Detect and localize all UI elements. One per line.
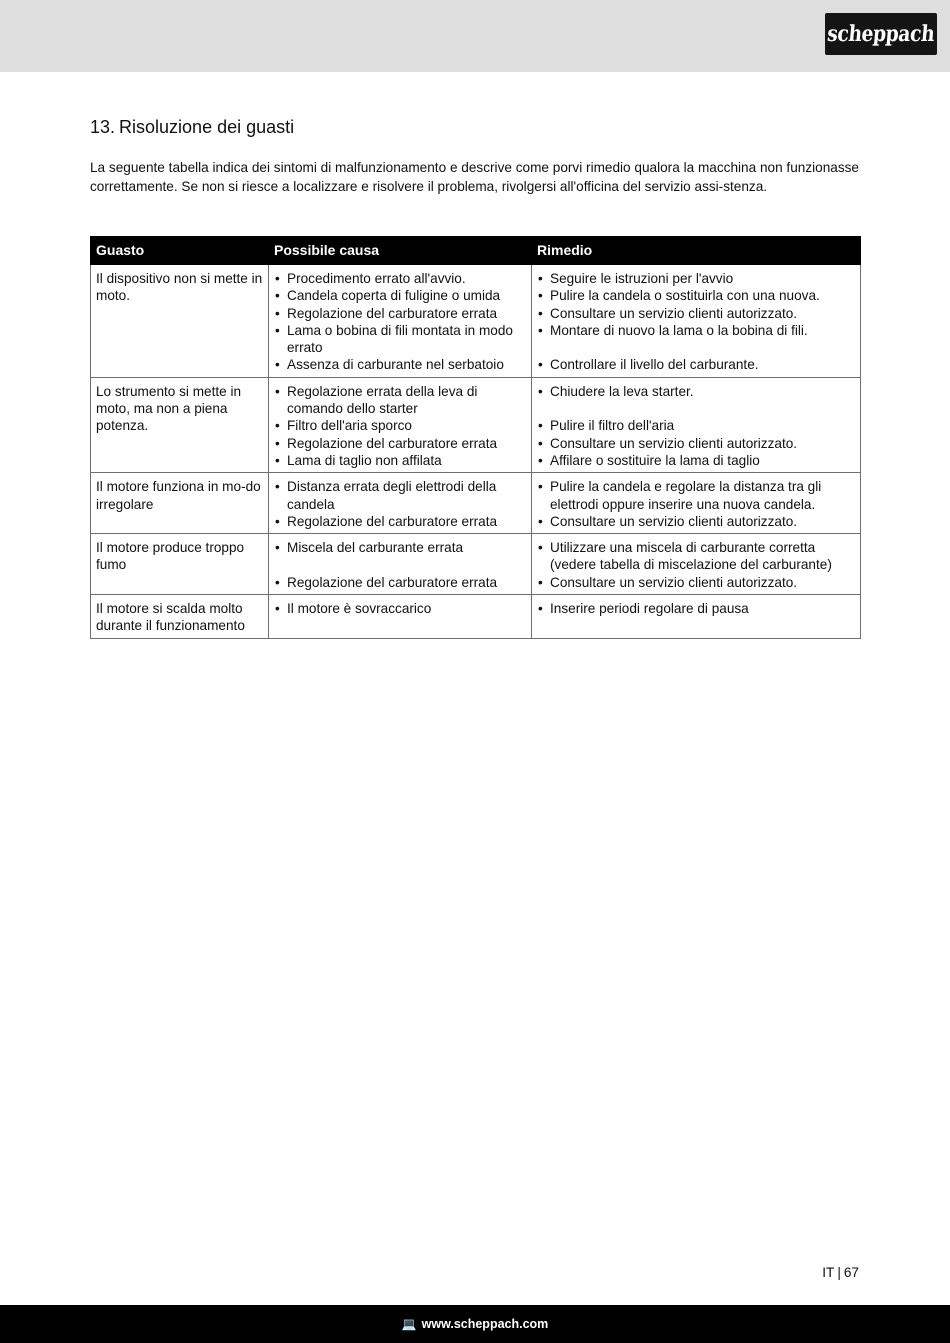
remedy-item: • Controllare il livello del carburante. xyxy=(537,356,855,373)
cause-item: • Regolazione errata della leva di comando dello starter xyxy=(274,383,526,418)
header-band xyxy=(0,0,950,72)
page-number-value: 67 xyxy=(843,1265,859,1280)
section-number: 13. xyxy=(90,117,116,137)
page-lang: IT xyxy=(822,1265,835,1280)
remedy-item: • Consultare un servizio clienti autorizzato. xyxy=(537,513,855,530)
cause-cell xyxy=(269,473,532,534)
section-title-text: Risoluzione dei guasti xyxy=(119,117,295,137)
computer-icon: 💻 xyxy=(401,1317,417,1331)
remedy-item: • Chiudere la leva starter. xyxy=(537,383,855,400)
footer-url[interactable]: www.scheppach.com xyxy=(421,1317,549,1331)
remedy-item xyxy=(537,400,855,417)
cause-list xyxy=(274,539,526,591)
fault-cell: Il dispositivo non si mette in moto. xyxy=(91,265,269,378)
table-row xyxy=(91,377,861,472)
remedy-item: • Consultare un servizio clienti autorizzato. xyxy=(537,435,855,452)
remedy-list xyxy=(537,270,855,374)
cause-item: • Candela coperta di fuligine o umida xyxy=(274,287,526,304)
remedy-cell xyxy=(532,534,861,595)
header-possibile-causa: Possibile causa xyxy=(269,237,532,265)
cause-cell xyxy=(269,595,532,639)
cause-cell xyxy=(269,377,532,472)
remedy-cell xyxy=(532,265,861,378)
fault-cell: Il motore produce troppo fumo xyxy=(91,534,269,595)
cause-cell xyxy=(269,534,532,595)
remedy-item: • Montare di nuovo la lama o la bobina di fili. xyxy=(537,322,855,339)
table-header-row xyxy=(91,237,861,265)
remedy-item: • Seguire le istruzioni per l'avvio xyxy=(537,270,855,287)
remedy-item: • Pulire la candela o sostituirla con una nuova. xyxy=(537,287,855,304)
logo-text: scheppach xyxy=(826,21,936,47)
cause-cell xyxy=(269,265,532,378)
page-separator: | xyxy=(837,1265,841,1280)
table-row xyxy=(91,595,861,639)
cause-list xyxy=(274,478,526,530)
fault-cell: Il motore si scalda molto durante il funzionamento xyxy=(91,595,269,639)
table-row xyxy=(91,473,861,534)
cause-item: • Regolazione del carburatore errata xyxy=(274,435,526,452)
remedy-cell xyxy=(532,595,861,639)
header-guasto: Guasto xyxy=(91,237,269,265)
cause-item: • Filtro dell'aria sporco xyxy=(274,417,526,434)
remedy-item xyxy=(537,339,855,356)
remedy-item: • Inserire periodi regolare di pausa xyxy=(537,600,855,617)
cause-item: • Miscela del carburante errata xyxy=(274,539,526,556)
table-row xyxy=(91,265,861,378)
table-body xyxy=(91,265,861,639)
remedy-list xyxy=(537,600,855,617)
cause-item: • Regolazione del carburatore errata xyxy=(274,513,526,530)
remedy-cell xyxy=(532,473,861,534)
remedy-list xyxy=(537,478,855,530)
cause-list xyxy=(274,600,526,617)
cause-item: • Regolazione del carburatore errata xyxy=(274,305,526,322)
remedy-item: • Utilizzare una miscela di carburante corretta (vedere tabella di miscelazione del carburante) xyxy=(537,539,855,574)
cause-item: • Lama di taglio non affilata xyxy=(274,452,526,469)
remedy-list xyxy=(537,539,855,591)
cause-item: • Lama o bobina di fili montata in modo errato xyxy=(274,322,526,357)
intro-paragraph: La seguente tabella indica dei sintomi di malfunzionamento e descrive come porvi rimedio qualora la macchina non funzionasse correttamente. Se non si riesce a localizzare e risolvere il problema, rivolgersi all'officina del servizio assi-stenza. xyxy=(90,160,859,194)
remedy-cell xyxy=(532,377,861,472)
remedy-list xyxy=(537,383,855,469)
cause-item: • Regolazione del carburatore errata xyxy=(274,574,526,591)
cause-item: • Assenza di carburante nel serbatoio xyxy=(274,356,526,373)
cause-list xyxy=(274,383,526,469)
cause-item xyxy=(274,556,526,573)
remedy-item: • Pulire la candela e regolare la distanza tra gli elettrodi oppure inserire una nuova candela. xyxy=(537,478,855,513)
remedy-item: • Affilare o sostituire la lama di taglio xyxy=(537,452,855,469)
cause-item: • Il motore è sovraccarico xyxy=(274,600,526,617)
fault-cell: Lo strumento si mette in moto, ma non a piena potenza. xyxy=(91,377,269,472)
remedy-item: • Consultare un servizio clienti autorizzato. xyxy=(537,574,855,591)
cause-item: • Procedimento errato all'avvio. xyxy=(274,270,526,287)
table-row xyxy=(91,534,861,595)
cause-item: • Distanza errata degli elettrodi della candela xyxy=(274,478,526,513)
remedy-item: • Pulire il filtro dell'aria xyxy=(537,417,855,434)
section-title xyxy=(90,117,294,138)
fault-cell: Il motore funziona in mo-do irregolare xyxy=(91,473,269,534)
troubleshooting-table xyxy=(90,236,861,639)
header-rimedio: Rimedio xyxy=(532,237,861,265)
footer-band xyxy=(0,1305,950,1343)
scheppach-logo xyxy=(825,13,937,55)
cause-list xyxy=(274,270,526,374)
page-number xyxy=(822,1265,859,1280)
remedy-item: • Consultare un servizio clienti autorizzato. xyxy=(537,305,855,322)
